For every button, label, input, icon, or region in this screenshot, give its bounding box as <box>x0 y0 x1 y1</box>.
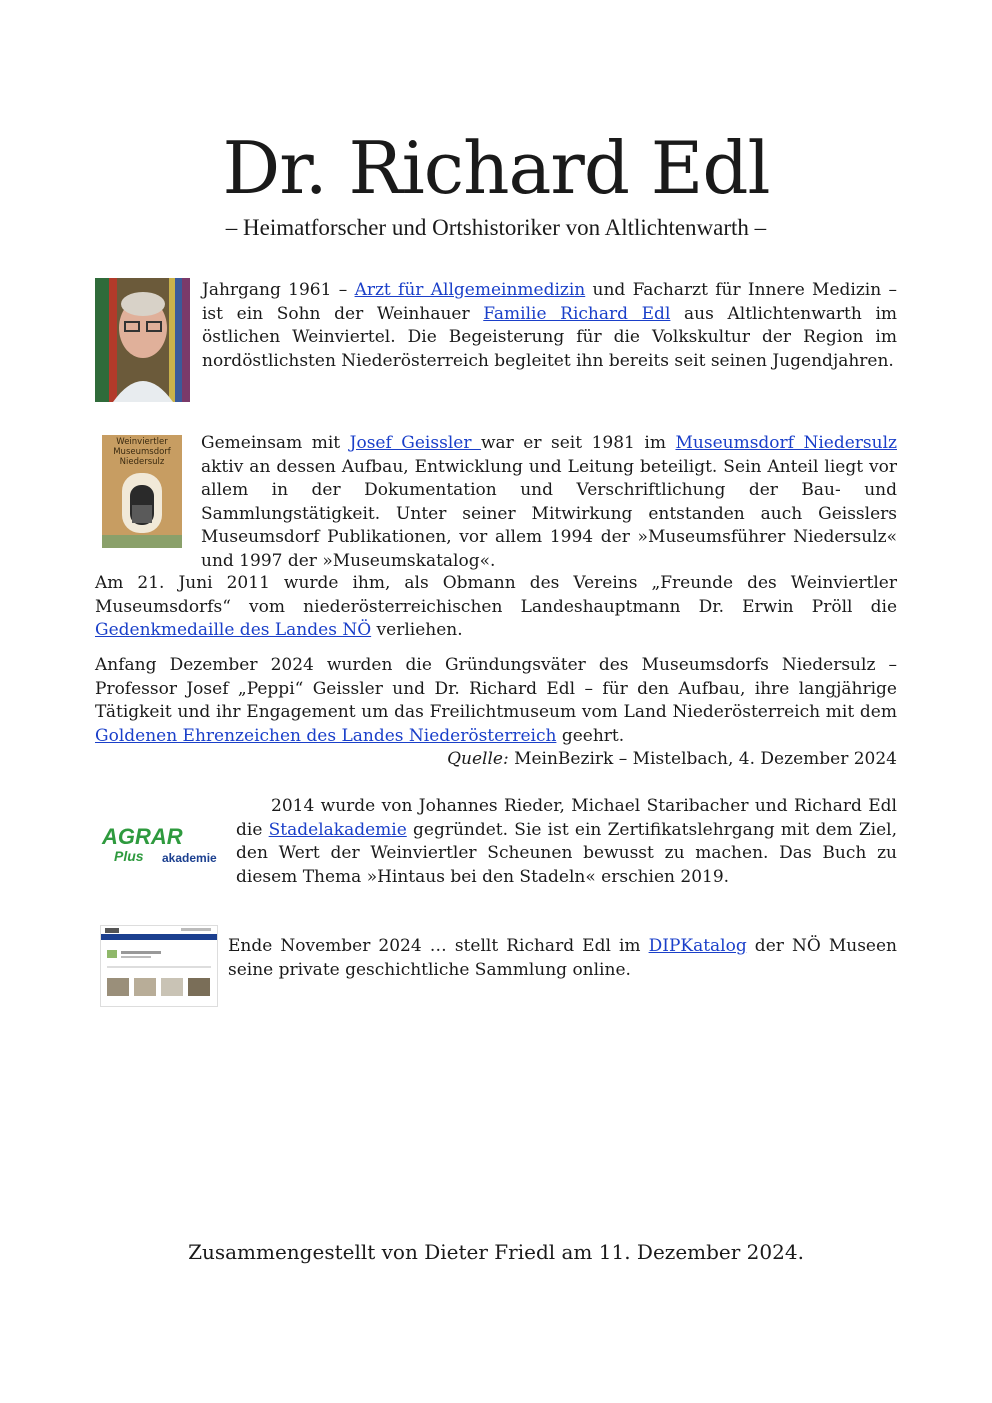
link-goldenes-ehrenzeichen[interactable]: Goldenen Ehrenzeichen des Landes Niederösterreich <box>95 725 557 746</box>
link-dipkatalog[interactable]: DIPKatalog <box>648 936 747 956</box>
book-cover-image <box>102 435 182 548</box>
link-arzt-allgemeinmedizin[interactable]: Arzt für Allgemeinmedizin <box>354 280 586 300</box>
page-title: Dr. Richard Edl <box>222 126 770 210</box>
link-gedenkmedaille[interactable]: Gedenkmedaille des Landes NÖ <box>95 620 372 640</box>
agrar-plus-akademie-logo <box>100 820 225 870</box>
book-cover-title: Weinviertler Museumsdorf Niedersulz <box>113 437 171 467</box>
paragraph-museumsdorf: Gemeinsam mit Josef Geissler war er seit 1981 im Museumsdorf Niedersulz aktiv an dessen Aufbau, Entwicklung und Leitung beteiligt. Sein Anteil liegt vor allem in der Dokumentation und Verschriftlichung der Bau- und Sammlungstätigkeit. Unter seiner Mitwirkung entstanden auch Geisslers Museumsdorf Publikationen, vor allem 1994 der »Museumsführer Niedersulz« und 1997 der »Museumskatalog«. <box>201 433 897 571</box>
link-josef-geissler[interactable]: Josef Geissler <box>349 433 481 453</box>
paragraph-stadelakademie: 2014 wurde von Johannes Rieder, Michael Staribacher und Richard Edl die Stadelakademie gegründet. Sie ist ein Zertifikatslehrgang mit dem Ziel, den Wert der Weinviertler Scheunen bewusst zu machen. Das Buch zu diesem Thema »Hintaus bei den Stadeln« erschien 2019. <box>236 796 897 887</box>
paragraph-ehrenzeichen: Anfang Dezember 2024 wurden die Gründungsväter des Museumsdorfs Niedersulz – Professor Josef „Peppi“ Geissler und Dr. Richard Edl – für den Aufbau, ihre langjährige Tätigkeit und ihr Engagement um das Freilichtmuseum vom Land Niederösterreich mit dem Goldenen Ehrenzeichen des Landes Niederösterreich geehrt. <box>95 655 897 746</box>
link-familie-richard-edl[interactable]: Familie Richard Edl <box>483 303 671 324</box>
footer-compiled-by: Zusammengestellt von Dieter Friedl am 11. Dezember 2024. <box>188 1240 804 1264</box>
portrait-photo <box>95 278 190 402</box>
dipkatalog-screenshot <box>100 925 218 1007</box>
logo-plus-text: Plus <box>114 848 144 864</box>
paragraph-intro: Jahrgang 1961 – Arzt für Allgemeinmedizin und Facharzt für Innere Medizin – ist ein Sohn der Weinhauer Familie Richard Edl aus Altlichtenwarth im östlichen Weinviertel. Die Begeisterung für die Volkskultur der Region im nordöstlichsten Niederösterreich begleitet ihn bereits seit seinen Jugendjahren. <box>202 280 898 371</box>
link-museumsdorf-niedersulz[interactable]: Museumsdorf Niedersulz <box>675 433 897 453</box>
logo-akademie-text: akademie <box>162 851 217 865</box>
paragraph-gedenkmedaille: Am 21. Juni 2011 wurde ihm, als Obmann des Vereins „Freunde des Weinviertler Museumsdorfs“ vom niederösterreichischen Landeshauptmann Dr. Erwin Pröll die Gedenkmedaille des Landes NÖ verliehen. <box>95 573 897 640</box>
link-stadelakademie[interactable]: Stadelakademie <box>268 819 407 840</box>
source-citation: Quelle: MeinBezirk – Mistelbach, 4. Dezember 2024 <box>447 749 897 769</box>
logo-agrar-text: AGRAR <box>102 824 183 849</box>
paragraph-dipkatalog: Ende November 2024 … stellt Richard Edl im DIPKatalog der NÖ Museen seine private geschichtliche Sammlung online. <box>228 936 897 980</box>
page-subtitle: – Heimatforscher und Ortshistoriker von Altlichtenwarth – <box>225 215 767 240</box>
